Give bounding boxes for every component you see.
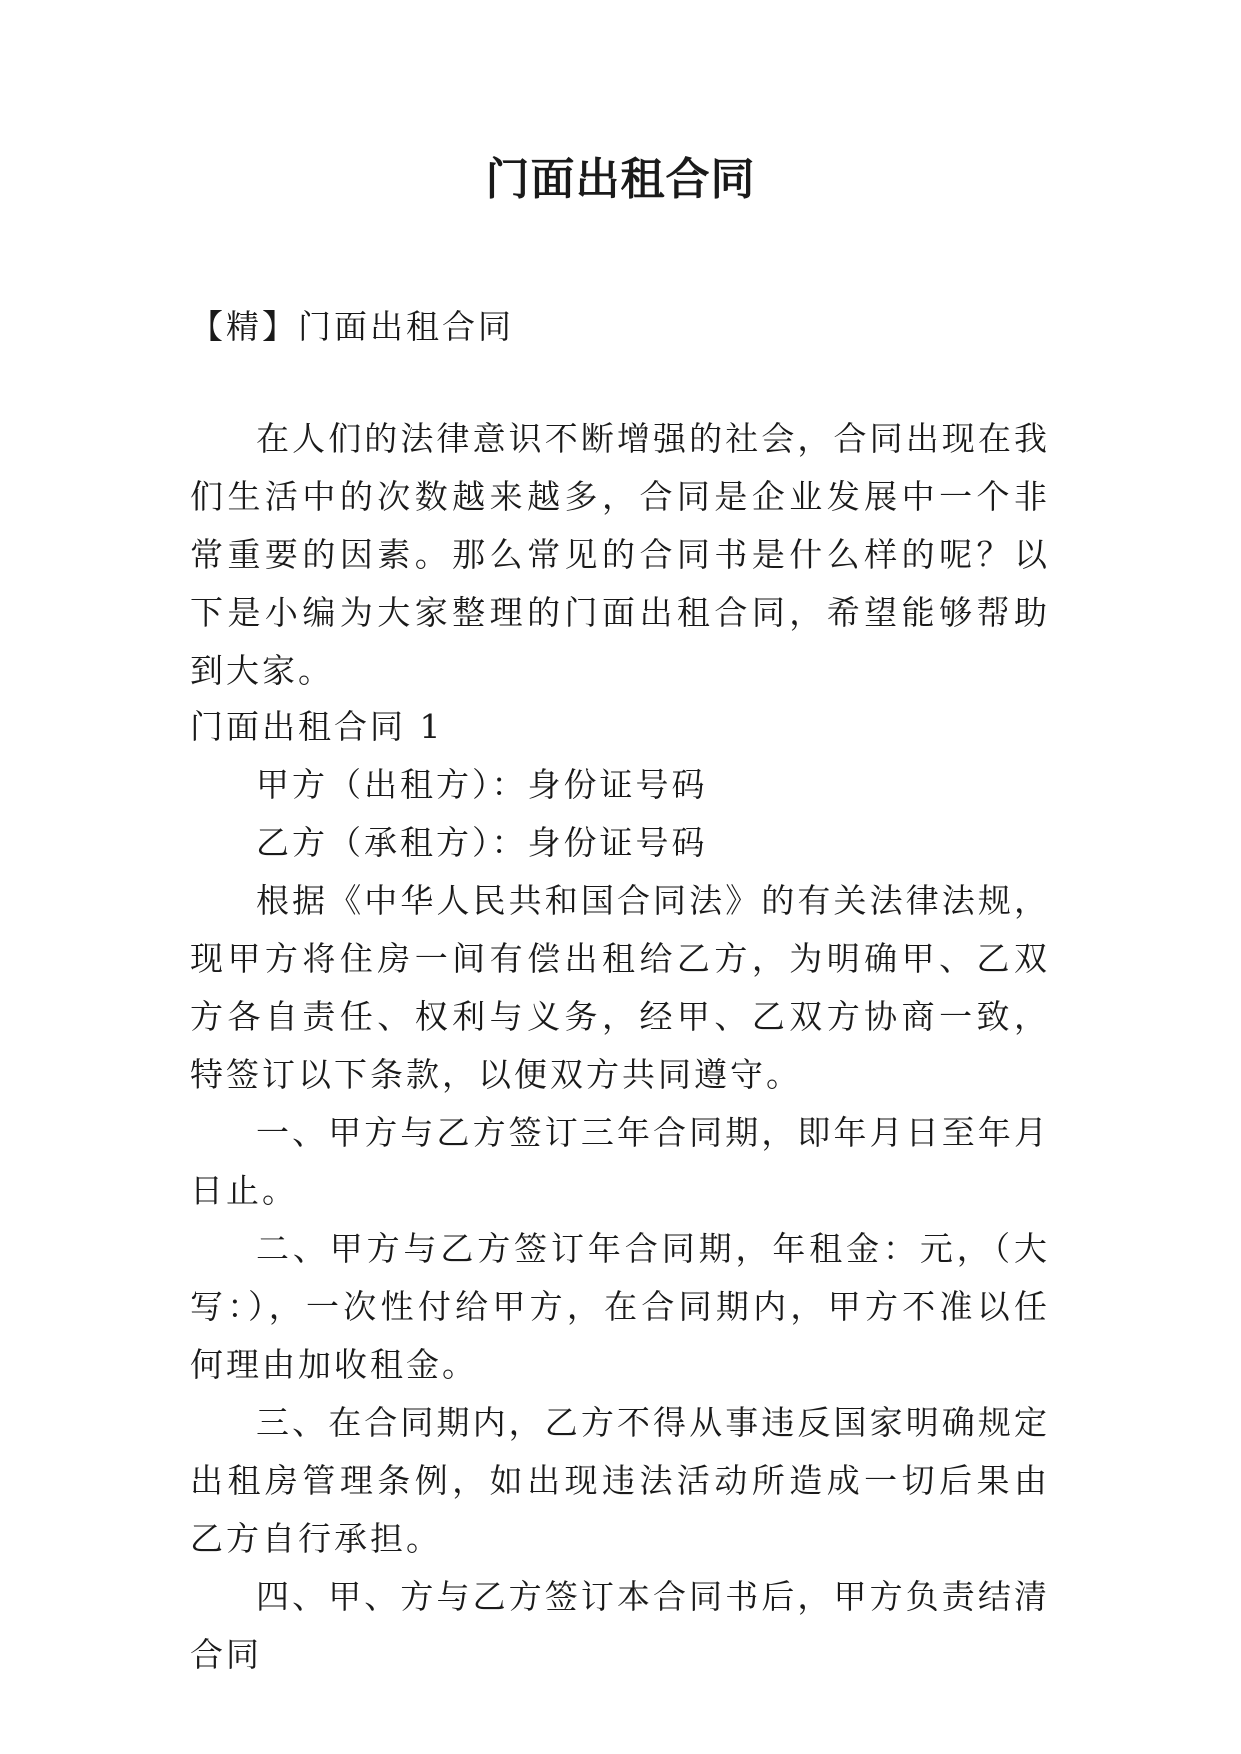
intro-block bbox=[190, 410, 1050, 700]
party-a-line: 甲方（出租方）：身份证号码 bbox=[256, 765, 708, 804]
document-title: 门面出租合同 bbox=[485, 154, 756, 205]
intro-paragraph: 在人们的法律意识不断增强的社会，合同出现在我们生活中的次数越来越多，合同是企业发展中一个非常重要的因素。那么常见的合同书是什么样的呢？以下是小编为大家整理的门面出租合同，希望能够帮助到大家。 bbox=[190, 419, 1050, 690]
document-subtitle: 【精】门面出租合同 bbox=[190, 307, 514, 346]
clause-1: 一、甲方与乙方签订三年合同期，即年月日至年月日止。 bbox=[190, 1113, 1050, 1210]
section-heading: 门面出租合同 1 bbox=[190, 707, 444, 746]
party-b-line: 乙方（承租方）：身份证号码 bbox=[256, 823, 708, 862]
contract-body bbox=[190, 698, 1050, 1684]
clause-2: 二、甲方与乙方签订年合同期，年租金：元，（大写：），一次性付给甲方，在合同期内，甲方不准以任何理由加收租金。 bbox=[190, 1229, 1050, 1384]
clause-4: 四、甲、方与乙方签订本合同书后，甲方负责结清合同 bbox=[190, 1577, 1050, 1674]
subtitle-block bbox=[190, 298, 1050, 356]
preamble-paragraph: 根据《中华人民共和国合同法》的有关法律法规，现甲方将住房一间有偿出租给乙方，为明确甲、乙双方各自责任、权利与义务，经甲、乙双方协商一致，特签订以下条款，以便双方共同遵守。 bbox=[190, 881, 1050, 1094]
clause-3: 三、在合同期内，乙方不得从事违反国家明确规定出租房管理条例，如出现违法活动所造成一切后果由乙方自行承担。 bbox=[190, 1403, 1050, 1558]
